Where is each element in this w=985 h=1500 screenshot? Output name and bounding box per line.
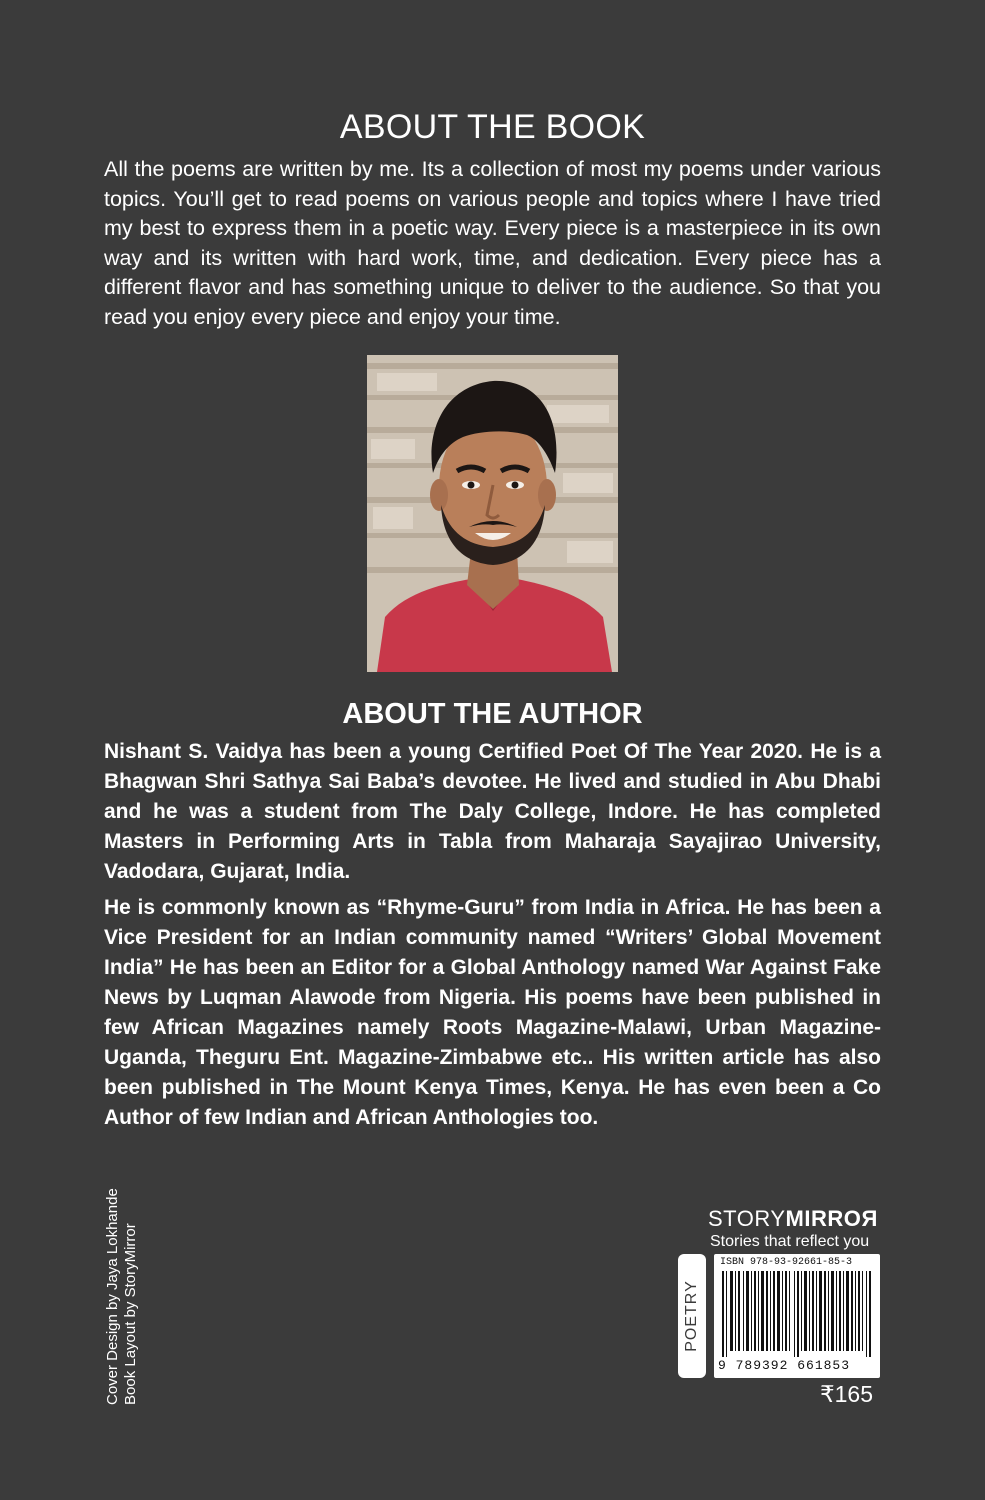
publisher-logo xyxy=(708,1206,883,1232)
genre-tab xyxy=(678,1254,706,1378)
book-layout-credit: Book Layout by StoryMirror xyxy=(122,1223,139,1405)
about-author-text xyxy=(104,737,881,1139)
barcode xyxy=(714,1254,880,1378)
author-portrait-icon xyxy=(367,355,618,672)
author-photo xyxy=(367,355,618,672)
author-paragraph: Nishant S. Vaidya has been a young Certified Poet Of The Year 2020. He is a Bhagwan Shri Sathya Sai Baba’s devotee. He lived and studied in Abu Dhabi and he was a student from The Daly College, Indore. He has completed Masters in Performing Arts in Tabla from Maharaja Sayajirao University, Vadodara, Gujarat, India. xyxy=(104,740,881,883)
about-book-heading: ABOUT THE BOOK xyxy=(339,108,646,146)
author-paragraph: He is commonly known as “Rhyme-Guru” from India in Africa. He has been a Vice President for an Indian community named “Writers’ Global Movement India” He has been an Editor for a Global Anthology named War Against Fake News by Luqman Alawode from Nigeria. His poems have been published in few African Magazines namely Roots Magazine-Malawi, Urban Magazine-Uganda, Theguru Ent. Magazine-Zimbabwe etc.. His written article has also been published in The Mount Kenya Times, Kenya. He has even been a Co Author of few Indian and African Anthologies too. xyxy=(104,896,881,1129)
cover-design-credit: Cover Design by Jaya Lokhande xyxy=(104,1188,121,1405)
about-book-text: All the poems are written by me. Its a collection of most my poems under various topics. You’ll get to read poems on various people and topics where I have tried my best to express them in a poetic way. Every piece is a masterpiece in its own way and its written with hard work, time, and dedication. Every piece has a different flavor and has something unique to deliver to the audience. So that you read you enjoy every piece and enjoy your time. xyxy=(104,157,881,329)
barcode-digits: 9 789392 661853 xyxy=(718,1358,851,1373)
publisher-tagline: Stories that reflect you xyxy=(710,1233,870,1250)
publisher-name-light: STORY xyxy=(708,1206,786,1231)
credits xyxy=(104,1188,140,1405)
barcode-icon xyxy=(722,1271,874,1357)
isbn-label: ISBN 978-93-92661-85-3 xyxy=(720,1257,853,1268)
publisher-name-bold: MIRRO xyxy=(785,1206,862,1231)
price: ₹165 xyxy=(820,1381,874,1407)
publisher-name-mirrored: R xyxy=(861,1206,878,1231)
genre-label: POETRY xyxy=(683,1280,700,1352)
about-author-heading: ABOUT THE AUTHOR xyxy=(342,698,643,730)
